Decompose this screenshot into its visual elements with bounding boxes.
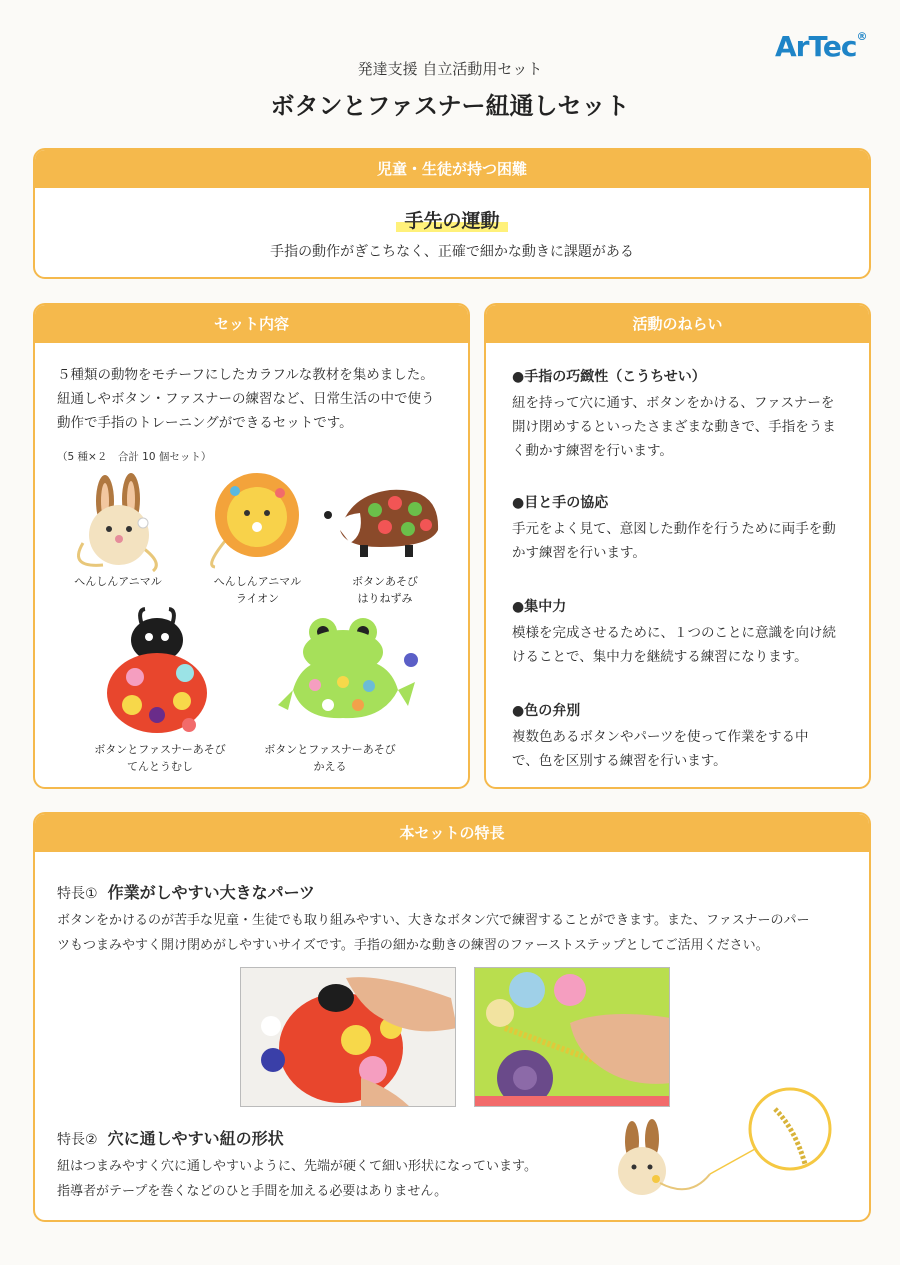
aim-eye-hand: ●目と手の協応 手元をよく見て、意図した動作を行うために両手を動 かす練習を行います。 xyxy=(512,495,836,561)
ladybug-toy-image xyxy=(97,605,217,735)
set-contents-text: ５種類の動物をモチーフにしたカラフルな教材を集めました。 紐通しやボタン・ファスナーの練習など、日常生活の中で使う 動作で手指のトレーニングができるセットです。 xyxy=(57,367,435,431)
feature-2-text: 紐はつまみやすく穴に通しやすいように、先端が硬くて細い形状になっています。 指導者がテープを巻くなどのひと手間を加える必要はありません。 xyxy=(57,1159,537,1199)
hedgehog-toy-image xyxy=(320,475,450,565)
rabbit-cord-illustration xyxy=(590,1079,860,1209)
caption-lion: へんしんアニマル ライオン xyxy=(213,575,302,605)
rabbit-toy-image xyxy=(63,473,173,573)
caption-frog: ボタンとファスナーあそび かえる xyxy=(264,743,396,773)
difficulty-box xyxy=(33,148,871,279)
difficulty-main: 手先の運動 xyxy=(35,206,869,233)
set-contents-heading: セット内容 xyxy=(35,305,468,343)
activity-aims-heading: 活動のねらい xyxy=(486,305,869,343)
aim-dexterity: ●手指の巧緻性（こうちせい） 紐を持って穴に通す、ボタンをかける、ファスナーを 開け閉めするといったさまざまな動きで、手指をうま く動かす練習を行います。 xyxy=(512,369,836,459)
caption-ladybug: ボタンとファスナーあそび てんとうむし xyxy=(94,743,226,773)
feature-1-text: ボタンをかけるのが苦手な児童・生徒でも取り組みやすい、大きなボタン穴で練習することができます。また、ファスナーのパー ツもつまみやすく開け閉めがしやすいサイズです。手指の細かな動きの練習のファーストステップとしてご活用ください。 xyxy=(57,913,810,953)
lion-toy-image xyxy=(195,471,315,571)
set-count-note: （5 種×２ 合計 10 個セット） xyxy=(57,451,212,463)
page-subtitle: 発達支援 自立活動用セット xyxy=(357,60,543,78)
features-box xyxy=(33,812,871,1222)
difficulty-description: 手指の動作がぎこちなく、正確で細かな動きに課題がある xyxy=(270,244,634,260)
caption-hedgehog: ボタンあそび はりねずみ xyxy=(352,575,418,605)
feature-1-heading: 特長① 作業がしやすい大きなパーツ xyxy=(57,883,315,902)
difficulty-heading: 児童・生徒が持つ困難 xyxy=(35,150,869,188)
page-title: ボタンとファスナー紐通しセット xyxy=(270,92,630,120)
frog-toy-image xyxy=(273,610,423,730)
activity-aims-box xyxy=(484,303,871,789)
aim-color-discrimination: ●色の弁別 複数色あるボタンやパーツを使って作業をする中 で、色を区別する練習を行います。 xyxy=(512,703,809,769)
aim-concentration: ●集中力 模様を完成させるために、１つのことに意識を向け続 けることで、集中力を継続する練習になります。 xyxy=(512,599,836,665)
feature-2-heading: 特長② 穴に通しやすい紐の形状 xyxy=(57,1129,284,1148)
set-contents-box xyxy=(33,303,470,789)
photo-ladybug-buttons xyxy=(240,967,456,1107)
features-heading: 本セットの特長 xyxy=(35,814,869,852)
caption-rabbit: へんしんアニマル xyxy=(74,575,162,588)
artec-logo: ArTec® xyxy=(775,30,867,63)
